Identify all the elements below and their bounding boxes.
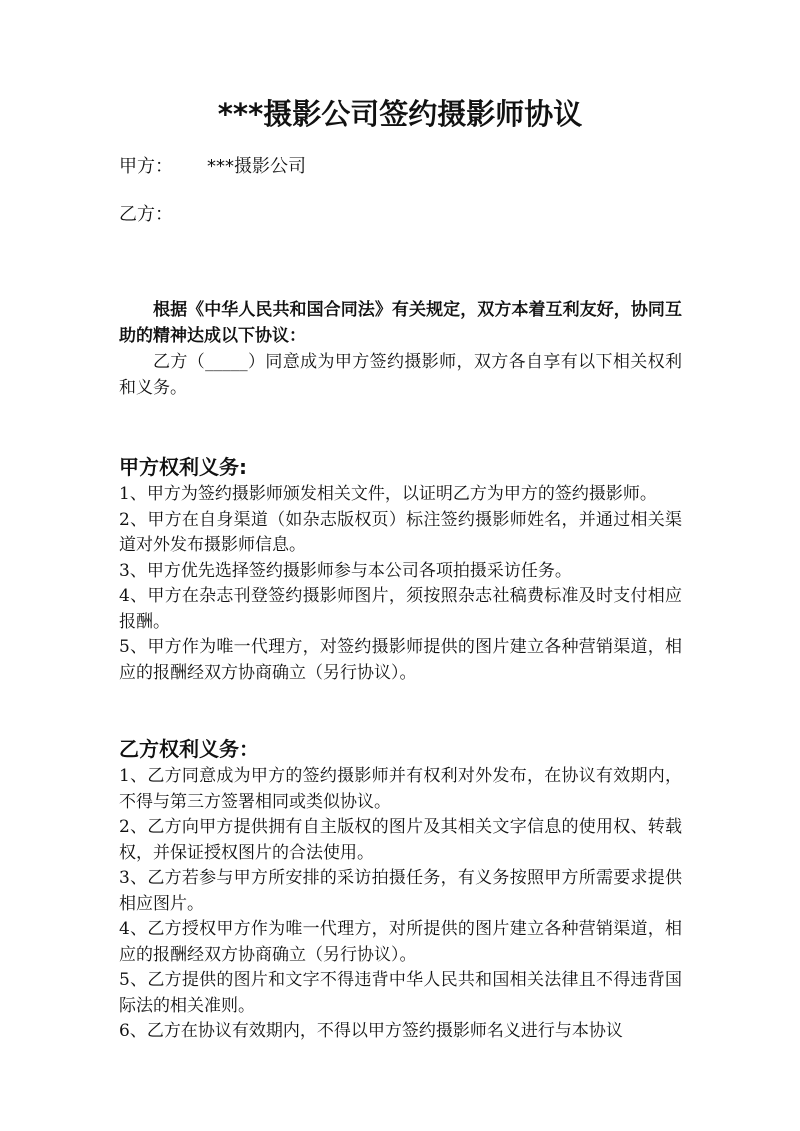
list-item: 5、甲方作为唯一代理方，对签约摄影师提供的图片建立各种营销渠道，相应的报酬经双方协商确立（另行协议）。 (119, 637, 682, 683)
party-a-label: 甲方： (119, 156, 173, 177)
list-item: 3、乙方若参与甲方所安排的采访拍摄任务，有义务按照甲方所需要求提供相应图片。 (119, 868, 682, 914)
list-item: 1、乙方同意成为甲方的签约摄影师并有权利对外发布，在协议有效期内，不得与第三方签署相同或类似协议。 (119, 766, 682, 812)
list-item: 4、乙方授权甲方作为唯一代理方，对所提供的图片建立各种营销渠道，相应的报酬经双方协商确立（另行协议）。 (119, 919, 682, 965)
list-item: 3、甲方优先选择签约摄影师参与本公司各项拍摄采访任务。 (119, 560, 572, 581)
list-item: 2、乙方向甲方提供拥有自主版权的图片及其相关文字信息的使用权、转载权，并保证授权图片的合法使用。 (119, 817, 682, 863)
list-item: 5、乙方提供的图片和文字不得违背中华人民共和国相关法律且不得违背国际法的相关准则。 (119, 970, 682, 1016)
agreement-paragraph: 乙方（_____）同意成为甲方签约摄影师，双方各自享有以下相关权利和义务。 (119, 352, 682, 398)
party-b-label: 乙方： (119, 204, 173, 225)
list-item: 2、甲方在自身渠道（如杂志版权页）标注签约摄影师姓名，并通过相关渠道对外发布摄影师信息。 (119, 509, 682, 555)
list-item: 6、乙方在协议有效期内，不得以甲方签约摄影师名义进行与本协议 (119, 1021, 623, 1041)
list-item: 1、甲方为签约摄影师颁发相关文件，以证明乙方为甲方的签约摄影师。 (119, 484, 657, 504)
party-a-value: ***摄影公司 (207, 156, 306, 177)
document-title: ***摄影公司签约摄影师协议 (217, 97, 583, 131)
section-b-list (119, 764, 682, 1045)
party-b-line (119, 202, 207, 228)
list-item: 4、甲方在杂志刊登签约摄影师图片，须按照杂志社稿费标准及时支付相应报酬。 (119, 586, 682, 632)
section-a-list (119, 482, 682, 686)
party-a-line (119, 154, 306, 180)
section-a-heading: 甲方权利义务: (119, 455, 247, 479)
section-b-heading: 乙方权利义务： (119, 737, 259, 761)
preamble-paragraph: 根据《中华人民共和国合同法》有关规定，双方本着互利友好，协同互助的精神达成以下协议： (119, 300, 682, 346)
